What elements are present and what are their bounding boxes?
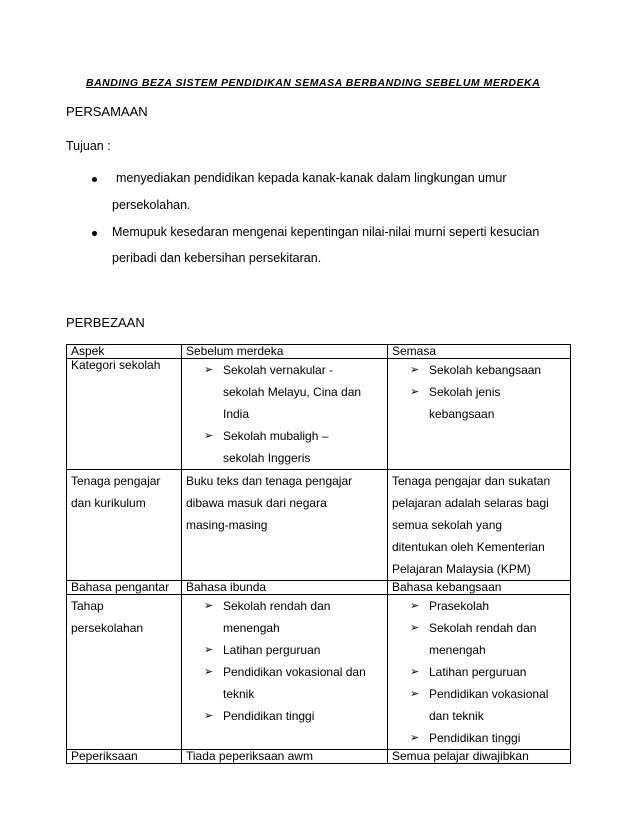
header-cell-aspect: Aspek <box>67 345 182 359</box>
arrow-bullet-icon: ➢ <box>204 364 214 376</box>
list-item: ➢ Latihan perguruan <box>202 639 383 661</box>
list-item: ➢ Pendidikan tinggi <box>202 705 383 727</box>
table-row <box>67 470 571 581</box>
arrow-bullet-icon: ➢ <box>410 600 420 612</box>
before-cell: Bahasa ibunda <box>182 581 388 595</box>
now-cell: Tenaga pengajar dan sukatan pelajaran adalah selaras bagi semua sekolah yang ditentukan oleh Kementerian Pelajaran Malaysia (KPM) <box>388 470 571 581</box>
aspect-cell: Tenaga pengajar dan kurikulum <box>67 470 182 581</box>
list-item: ➢ Sekolah mubaligh – <box>202 425 383 447</box>
list-item-continuation: kebangsaan <box>429 407 495 421</box>
before-cell <box>182 595 388 750</box>
list-item: ➢ Sekolah jenis <box>408 381 566 403</box>
list-item-continuation: sekolah Melayu, Cina dan <box>223 385 362 399</box>
bullet-dot <box>92 231 97 236</box>
aspect-cell: Tahap persekolahan <box>67 595 182 750</box>
list-item: ➢ Sekolah kebangsaan <box>408 359 566 381</box>
section-heading-difference: PERBEZAAN <box>66 315 145 330</box>
aspect-cell: Kategori sekolah <box>67 359 182 470</box>
table-row <box>67 595 571 750</box>
list-item: ➢ Sekolah rendah dan <box>202 595 383 617</box>
arrow-bullet-icon: ➢ <box>410 666 420 678</box>
list-item-continuation: menengah <box>223 621 280 635</box>
list-item: ➢ Sekolah rendah dan <box>408 617 566 639</box>
list-item-continuation: sekolah Inggeris <box>223 451 311 465</box>
table-row <box>67 750 571 764</box>
bullet-1-line-1: menyediakan pendidikan kepada kanak-kanak dalam lingkungan umur <box>116 171 507 185</box>
list-item: ➢ Latihan perguruan <box>408 661 566 683</box>
list-item: ➢ Pendidikan vokasional dan <box>202 661 383 683</box>
list-item-continuation: India <box>223 407 250 421</box>
arrow-bullet-icon: ➢ <box>410 622 420 634</box>
before-cell: Tiada peperiksaan awm <box>182 750 388 764</box>
list-item: ➢ Pendidikan tinggi <box>408 727 566 749</box>
arrow-bullet-icon: ➢ <box>410 688 420 700</box>
list-item: ➢ Sekolah vernakular - <box>202 359 383 381</box>
arrow-bullet-icon: ➢ <box>204 430 214 442</box>
list-item-continuation: dan teknik <box>429 709 484 723</box>
comparison-table <box>66 344 571 764</box>
before-cell: Buku teks dan tenaga pengajar dibawa masuk dari negara masing-masing <box>182 470 388 581</box>
arrow-bullet-icon: ➢ <box>410 364 420 376</box>
arrow-bullet-icon: ➢ <box>204 644 214 656</box>
before-cell <box>182 359 388 470</box>
section-heading-similarity: PERSAMAAN <box>66 104 148 119</box>
now-cell <box>388 595 571 750</box>
list-item: ➢ Pendidikan vokasional <box>408 683 566 705</box>
table-row <box>67 581 571 595</box>
arrow-bullet-icon: ➢ <box>410 386 420 398</box>
arrow-bullet-icon: ➢ <box>410 732 420 744</box>
purpose-label: Tujuan : <box>66 139 111 153</box>
aspect-cell: Bahasa pengantar <box>67 581 182 595</box>
arrow-bullet-icon: ➢ <box>204 666 214 678</box>
bullet-2-line-1: Memupuk kesedaran mengenai kepentingan nilai-nilai murni seperti kesucian <box>112 225 540 239</box>
table-header-row <box>67 345 571 359</box>
now-cell <box>388 359 571 470</box>
bullet-2-line-2: peribadi dan kebersihan persekitaran. <box>112 251 322 265</box>
arrow-bullet-icon: ➢ <box>204 710 214 722</box>
header-cell-now: Semasa <box>388 345 571 359</box>
document-title: BANDING BEZA SISTEM PENDIDIKAN SEMASA BERBANDING SEBELUM MERDEKA <box>86 77 541 89</box>
bullet-dot <box>92 177 97 182</box>
list-item: ➢ Prasekolah <box>408 595 566 617</box>
arrow-bullet-icon: ➢ <box>204 600 214 612</box>
list-item-continuation: teknik <box>223 687 255 701</box>
now-cell: Bahasa kebangsaan <box>388 581 571 595</box>
header-cell-before: Sebelum merdeka <box>182 345 388 359</box>
list-item-continuation: menengah <box>429 643 486 657</box>
bullet-1-line-2: persekolahan. <box>112 198 191 212</box>
aspect-cell: Peperiksaan <box>67 750 182 764</box>
table-row <box>67 359 571 470</box>
now-cell: Semua pelajar diwajibkan <box>388 750 571 764</box>
